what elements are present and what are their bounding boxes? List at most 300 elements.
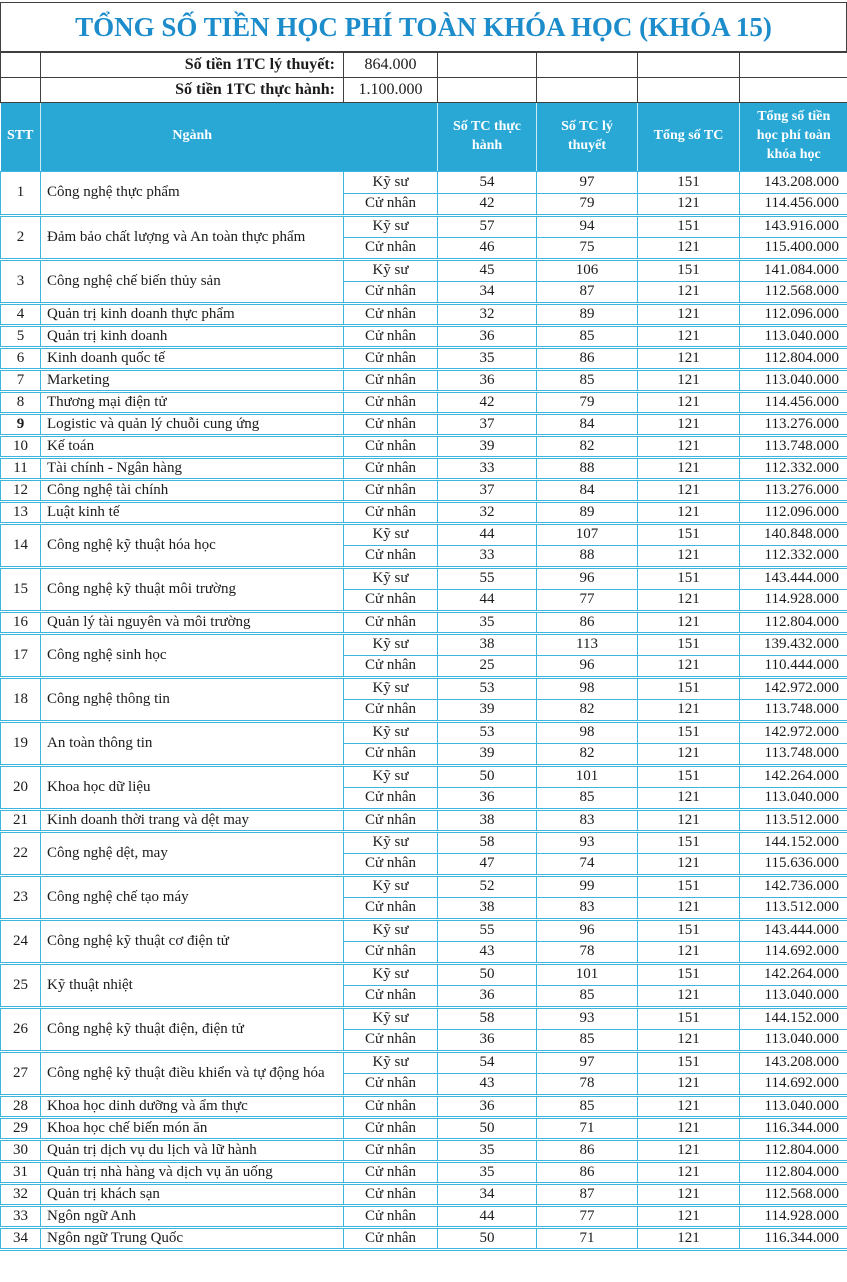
- total-credits-cell: 121: [638, 413, 740, 435]
- major-cell: An toàn thông tin: [41, 721, 344, 765]
- theory-credits-cell: 71: [537, 1227, 638, 1249]
- table-row: [1, 1095, 847, 1117]
- fee-cell: 113.276.000: [740, 413, 847, 435]
- fee-cell: 115.400.000: [740, 237, 847, 259]
- practical-credits-cell: 58: [438, 831, 537, 853]
- fee-cell: 114.692.000: [740, 1073, 847, 1095]
- table-row: [1, 1051, 847, 1073]
- theory-credits-cell: 85: [537, 985, 638, 1007]
- degree-cell: Cử nhân: [344, 1205, 438, 1227]
- total-credits-cell: 121: [638, 303, 740, 325]
- stt-cell: 13: [1, 501, 41, 523]
- theory-credits-cell: 87: [537, 281, 638, 303]
- practical-credits-cell: 37: [438, 413, 537, 435]
- fee-cell: 143.444.000: [740, 567, 847, 589]
- practical-credits-cell: 36: [438, 985, 537, 1007]
- table-row: [1, 567, 847, 589]
- stt-cell: 23: [1, 875, 41, 919]
- practical-credits-cell: 42: [438, 391, 537, 413]
- total-credits-cell: 121: [638, 1029, 740, 1051]
- degree-cell: Cử nhân: [344, 391, 438, 413]
- practical-credits-cell: 53: [438, 677, 537, 699]
- table-row: [1, 809, 847, 831]
- table-row: [1, 479, 847, 501]
- major-cell: Công nghệ chế biến thủy sản: [41, 259, 344, 303]
- theory-credits-cell: 113: [537, 633, 638, 655]
- degree-cell: Cử nhân: [344, 325, 438, 347]
- col-header-degree: [344, 103, 438, 171]
- practical-credits-cell: 44: [438, 523, 537, 545]
- stt-cell: 8: [1, 391, 41, 413]
- tuition-table: [0, 103, 847, 1251]
- empty-cell: [537, 78, 638, 103]
- fee-cell: 113.276.000: [740, 479, 847, 501]
- degree-cell: Cử nhân: [344, 941, 438, 963]
- rate-table: [0, 52, 847, 103]
- practical-credits-cell: 36: [438, 369, 537, 391]
- practical-credits-cell: 36: [438, 325, 537, 347]
- major-cell: Thương mại điện tử: [41, 391, 344, 413]
- stt-cell: 27: [1, 1051, 41, 1095]
- total-credits-cell: 121: [638, 787, 740, 809]
- theory-credits-cell: 96: [537, 567, 638, 589]
- theory-credits-cell: 74: [537, 853, 638, 875]
- col-header-total-credits: Tổng số TC: [638, 103, 740, 171]
- stt-cell: 26: [1, 1007, 41, 1051]
- degree-cell: Cử nhân: [344, 1095, 438, 1117]
- theory-credits-cell: 106: [537, 259, 638, 281]
- practical-credits-cell: 32: [438, 501, 537, 523]
- major-cell: Ngôn ngữ Trung Quốc: [41, 1227, 344, 1249]
- stt-cell: 11: [1, 457, 41, 479]
- degree-cell: Kỹ sư: [344, 919, 438, 941]
- major-cell: Công nghệ chế tạo máy: [41, 875, 344, 919]
- total-credits-cell: 151: [638, 523, 740, 545]
- stt-cell: 25: [1, 963, 41, 1007]
- fee-cell: 114.456.000: [740, 193, 847, 215]
- total-credits-cell: 121: [638, 611, 740, 633]
- table-row: [1, 721, 847, 743]
- degree-cell: Kỹ sư: [344, 677, 438, 699]
- empty-cell: [638, 78, 740, 103]
- table-row: [1, 457, 847, 479]
- degree-cell: Cử nhân: [344, 589, 438, 611]
- practical-credits-cell: 50: [438, 963, 537, 985]
- practical-credits-cell: 53: [438, 721, 537, 743]
- theory-credits-cell: 82: [537, 699, 638, 721]
- fee-cell: 112.568.000: [740, 1183, 847, 1205]
- empty-cell: [1, 53, 41, 78]
- major-cell: Quản trị khách sạn: [41, 1183, 344, 1205]
- total-credits-cell: 121: [638, 479, 740, 501]
- degree-cell: Cử nhân: [344, 985, 438, 1007]
- degree-cell: Kỹ sư: [344, 633, 438, 655]
- degree-cell: Cử nhân: [344, 809, 438, 831]
- practical-credits-cell: 47: [438, 853, 537, 875]
- fee-cell: 142.972.000: [740, 721, 847, 743]
- fee-cell: 141.084.000: [740, 259, 847, 281]
- major-cell: Đảm bảo chất lượng và An toàn thực phẩm: [41, 215, 344, 259]
- table-row: [1, 1205, 847, 1227]
- major-cell: Công nghệ thực phẩm: [41, 171, 344, 215]
- total-credits-cell: 151: [638, 677, 740, 699]
- total-credits-cell: 121: [638, 369, 740, 391]
- fee-cell: 113.040.000: [740, 787, 847, 809]
- theory-credits-cell: 86: [537, 1161, 638, 1183]
- degree-cell: Kỹ sư: [344, 1051, 438, 1073]
- practical-credits-cell: 43: [438, 941, 537, 963]
- practical-credits-cell: 38: [438, 809, 537, 831]
- stt-cell: 14: [1, 523, 41, 567]
- degree-cell: Cử nhân: [344, 853, 438, 875]
- theory-credits-cell: 97: [537, 1051, 638, 1073]
- stt-cell: 15: [1, 567, 41, 611]
- theory-credits-cell: 88: [537, 457, 638, 479]
- fee-cell: 113.040.000: [740, 1095, 847, 1117]
- degree-cell: Cử nhân: [344, 699, 438, 721]
- practical-credits-cell: 57: [438, 215, 537, 237]
- fee-cell: 112.804.000: [740, 1139, 847, 1161]
- total-credits-cell: 121: [638, 1183, 740, 1205]
- major-cell: Công nghệ sinh học: [41, 633, 344, 677]
- rate-label-practical: Số tiền 1TC thực hành:: [41, 78, 344, 103]
- practical-credits-cell: 25: [438, 655, 537, 677]
- practical-credits-cell: 36: [438, 787, 537, 809]
- theory-credits-cell: 79: [537, 391, 638, 413]
- total-credits-cell: 121: [638, 853, 740, 875]
- practical-credits-cell: 36: [438, 1029, 537, 1051]
- major-cell: Công nghệ kỹ thuật hóa học: [41, 523, 344, 567]
- major-cell: Công nghệ kỹ thuật cơ điện tử: [41, 919, 344, 963]
- degree-cell: Cử nhân: [344, 435, 438, 457]
- practical-credits-cell: 42: [438, 193, 537, 215]
- theory-credits-cell: 83: [537, 897, 638, 919]
- theory-credits-cell: 96: [537, 655, 638, 677]
- fee-cell: 110.444.000: [740, 655, 847, 677]
- total-credits-cell: 121: [638, 985, 740, 1007]
- major-cell: Công nghệ kỹ thuật môi trường: [41, 567, 344, 611]
- theory-credits-cell: 93: [537, 831, 638, 853]
- total-credits-cell: 151: [638, 1007, 740, 1029]
- degree-cell: Kỹ sư: [344, 259, 438, 281]
- total-credits-cell: 121: [638, 1073, 740, 1095]
- stt-cell: 2: [1, 215, 41, 259]
- fee-cell: 116.344.000: [740, 1117, 847, 1139]
- major-cell: Kinh doanh quốc tế: [41, 347, 344, 369]
- total-credits-cell: 151: [638, 721, 740, 743]
- total-credits-cell: 121: [638, 281, 740, 303]
- major-cell: Kinh doanh thời trang và dệt may: [41, 809, 344, 831]
- degree-cell: Kỹ sư: [344, 171, 438, 193]
- degree-cell: Cử nhân: [344, 1073, 438, 1095]
- practical-credits-cell: 50: [438, 1117, 537, 1139]
- table-row: [1, 1183, 847, 1205]
- theory-credits-cell: 85: [537, 1029, 638, 1051]
- fee-cell: 140.848.000: [740, 523, 847, 545]
- stt-cell: 16: [1, 611, 41, 633]
- major-cell: Quản trị dịch vụ du lịch và lữ hành: [41, 1139, 344, 1161]
- table-row: [1, 435, 847, 457]
- page-title: TỔNG SỐ TIỀN HỌC PHÍ TOÀN KHÓA HỌC (KHÓA 15): [0, 2, 847, 52]
- fee-cell: 112.096.000: [740, 501, 847, 523]
- fee-cell: 143.208.000: [740, 171, 847, 193]
- total-credits-cell: 151: [638, 567, 740, 589]
- stt-cell: 29: [1, 1117, 41, 1139]
- empty-cell: [1, 78, 41, 103]
- fee-cell: 114.928.000: [740, 589, 847, 611]
- degree-cell: Cử nhân: [344, 303, 438, 325]
- major-cell: Marketing: [41, 369, 344, 391]
- theory-credits-cell: 85: [537, 1095, 638, 1117]
- theory-credits-cell: 82: [537, 743, 638, 765]
- total-credits-cell: 151: [638, 633, 740, 655]
- theory-credits-cell: 78: [537, 941, 638, 963]
- degree-cell: Cử nhân: [344, 1139, 438, 1161]
- total-credits-cell: 121: [638, 941, 740, 963]
- table-row: [1, 765, 847, 787]
- table-row: [1, 1139, 847, 1161]
- table-row: [1, 963, 847, 985]
- fee-cell: 113.512.000: [740, 897, 847, 919]
- practical-credits-cell: 33: [438, 545, 537, 567]
- theory-credits-cell: 93: [537, 1007, 638, 1029]
- fee-cell: 114.928.000: [740, 1205, 847, 1227]
- theory-credits-cell: 99: [537, 875, 638, 897]
- total-credits-cell: 121: [638, 655, 740, 677]
- theory-credits-cell: 98: [537, 721, 638, 743]
- col-header-theory-credits: Số TC lý thuyết: [537, 103, 638, 171]
- practical-credits-cell: 32: [438, 303, 537, 325]
- empty-cell: [537, 53, 638, 78]
- fee-cell: 113.748.000: [740, 435, 847, 457]
- fee-cell: 112.096.000: [740, 303, 847, 325]
- table-row: [1, 171, 847, 193]
- practical-credits-cell: 58: [438, 1007, 537, 1029]
- theory-credits-cell: 98: [537, 677, 638, 699]
- table-row: [1, 523, 847, 545]
- degree-cell: Cử nhân: [344, 1029, 438, 1051]
- theory-credits-cell: 86: [537, 347, 638, 369]
- empty-cell: [740, 78, 847, 103]
- total-credits-cell: 151: [638, 171, 740, 193]
- total-credits-cell: 121: [638, 897, 740, 919]
- practical-credits-cell: 34: [438, 281, 537, 303]
- stt-cell: 10: [1, 435, 41, 457]
- practical-credits-cell: 35: [438, 611, 537, 633]
- theory-credits-cell: 85: [537, 369, 638, 391]
- rate-row-theory: [1, 53, 847, 78]
- practical-credits-cell: 55: [438, 919, 537, 941]
- col-header-practical-credits: Số TC thực hành: [438, 103, 537, 171]
- fee-cell: 115.636.000: [740, 853, 847, 875]
- degree-cell: Cử nhân: [344, 1183, 438, 1205]
- major-cell: Luật kinh tế: [41, 501, 344, 523]
- stt-cell: 5: [1, 325, 41, 347]
- degree-cell: Kỹ sư: [344, 523, 438, 545]
- empty-cell: [438, 78, 537, 103]
- fee-cell: 143.208.000: [740, 1051, 847, 1073]
- table-row: [1, 875, 847, 897]
- practical-credits-cell: 34: [438, 1183, 537, 1205]
- practical-credits-cell: 35: [438, 1139, 537, 1161]
- rate-label-theory: Số tiền 1TC lý thuyết:: [41, 53, 344, 78]
- table-row: [1, 413, 847, 435]
- stt-cell: 28: [1, 1095, 41, 1117]
- degree-cell: Kỹ sư: [344, 721, 438, 743]
- major-cell: Công nghệ kỹ thuật điện, điện tử: [41, 1007, 344, 1051]
- table-row: [1, 919, 847, 941]
- theory-credits-cell: 77: [537, 589, 638, 611]
- stt-cell: 34: [1, 1227, 41, 1249]
- degree-cell: Cử nhân: [344, 347, 438, 369]
- total-credits-cell: 121: [638, 1227, 740, 1249]
- practical-credits-cell: 38: [438, 897, 537, 919]
- fee-cell: 113.512.000: [740, 809, 847, 831]
- fee-cell: 112.804.000: [740, 347, 847, 369]
- fee-cell: 112.568.000: [740, 281, 847, 303]
- practical-credits-cell: 37: [438, 479, 537, 501]
- total-credits-cell: 121: [638, 325, 740, 347]
- table-row: [1, 325, 847, 347]
- major-cell: Công nghệ kỹ thuật điều khiển và tự động hóa: [41, 1051, 344, 1095]
- theory-credits-cell: 77: [537, 1205, 638, 1227]
- degree-cell: Kỹ sư: [344, 963, 438, 985]
- practical-credits-cell: 50: [438, 1227, 537, 1249]
- degree-cell: Kỹ sư: [344, 875, 438, 897]
- theory-credits-cell: 89: [537, 501, 638, 523]
- total-credits-cell: 121: [638, 1139, 740, 1161]
- fee-cell: 144.152.000: [740, 1007, 847, 1029]
- degree-cell: Kỹ sư: [344, 567, 438, 589]
- degree-cell: Cử nhân: [344, 1161, 438, 1183]
- degree-cell: Kỹ sư: [344, 215, 438, 237]
- degree-cell: Kỹ sư: [344, 765, 438, 787]
- total-credits-cell: 121: [638, 237, 740, 259]
- degree-cell: Cử nhân: [344, 787, 438, 809]
- col-header-total-fee: Tổng số tiền học phí toàn khóa học: [740, 103, 847, 171]
- rate-value-practical: 1.100.000: [344, 78, 438, 103]
- table-row: [1, 391, 847, 413]
- practical-credits-cell: 46: [438, 237, 537, 259]
- total-credits-cell: 151: [638, 831, 740, 853]
- theory-credits-cell: 75: [537, 237, 638, 259]
- degree-cell: Cử nhân: [344, 545, 438, 567]
- table-body: [1, 171, 847, 1249]
- major-cell: Quản trị kinh doanh: [41, 325, 344, 347]
- theory-credits-cell: 87: [537, 1183, 638, 1205]
- fee-cell: 139.432.000: [740, 633, 847, 655]
- fee-cell: 112.332.000: [740, 457, 847, 479]
- stt-cell: 21: [1, 809, 41, 831]
- stt-cell: 9: [1, 413, 41, 435]
- total-credits-cell: 121: [638, 809, 740, 831]
- major-cell: Quản lý tài nguyên và môi trường: [41, 611, 344, 633]
- fee-cell: 113.040.000: [740, 369, 847, 391]
- table-row: [1, 1007, 847, 1029]
- degree-cell: Cử nhân: [344, 743, 438, 765]
- major-cell: Khoa học dữ liệu: [41, 765, 344, 809]
- table-header-row: [1, 103, 847, 171]
- theory-credits-cell: 94: [537, 215, 638, 237]
- fee-cell: 142.736.000: [740, 875, 847, 897]
- table-row: [1, 501, 847, 523]
- stt-cell: 6: [1, 347, 41, 369]
- fee-cell: 113.040.000: [740, 1029, 847, 1051]
- practical-credits-cell: 33: [438, 457, 537, 479]
- practical-credits-cell: 50: [438, 765, 537, 787]
- theory-credits-cell: 89: [537, 303, 638, 325]
- major-cell: Tài chính - Ngân hàng: [41, 457, 344, 479]
- degree-cell: Cử nhân: [344, 413, 438, 435]
- theory-credits-cell: 88: [537, 545, 638, 567]
- major-cell: Logistic và quản lý chuỗi cung ứng: [41, 413, 344, 435]
- practical-credits-cell: 45: [438, 259, 537, 281]
- empty-cell: [638, 53, 740, 78]
- major-cell: Khoa học chế biến món ăn: [41, 1117, 344, 1139]
- major-cell: Ngôn ngữ Anh: [41, 1205, 344, 1227]
- practical-credits-cell: 44: [438, 589, 537, 611]
- empty-cell: [438, 53, 537, 78]
- degree-cell: Cử nhân: [344, 237, 438, 259]
- degree-cell: Cử nhân: [344, 281, 438, 303]
- practical-credits-cell: 52: [438, 875, 537, 897]
- theory-credits-cell: 79: [537, 193, 638, 215]
- total-credits-cell: 121: [638, 435, 740, 457]
- practical-credits-cell: 54: [438, 1051, 537, 1073]
- fee-cell: 112.332.000: [740, 545, 847, 567]
- total-credits-cell: 151: [638, 215, 740, 237]
- table-row: [1, 677, 847, 699]
- stt-cell: 30: [1, 1139, 41, 1161]
- degree-cell: Cử nhân: [344, 457, 438, 479]
- theory-credits-cell: 97: [537, 171, 638, 193]
- table-row: [1, 611, 847, 633]
- col-header-major: Ngành: [41, 103, 344, 171]
- theory-credits-cell: 107: [537, 523, 638, 545]
- table-row: [1, 215, 847, 237]
- total-credits-cell: 151: [638, 875, 740, 897]
- theory-credits-cell: 96: [537, 919, 638, 941]
- stt-cell: 31: [1, 1161, 41, 1183]
- practical-credits-cell: 35: [438, 347, 537, 369]
- table-row: [1, 831, 847, 853]
- total-credits-cell: 121: [638, 589, 740, 611]
- total-credits-cell: 121: [638, 699, 740, 721]
- theory-credits-cell: 84: [537, 413, 638, 435]
- fee-cell: 113.040.000: [740, 985, 847, 1007]
- theory-credits-cell: 86: [537, 1139, 638, 1161]
- total-credits-cell: 121: [638, 347, 740, 369]
- practical-credits-cell: 55: [438, 567, 537, 589]
- empty-cell: [740, 53, 847, 78]
- major-cell: Kế toán: [41, 435, 344, 457]
- table-row: [1, 347, 847, 369]
- practical-credits-cell: 54: [438, 171, 537, 193]
- total-credits-cell: 151: [638, 765, 740, 787]
- fee-cell: 112.804.000: [740, 611, 847, 633]
- stt-cell: 20: [1, 765, 41, 809]
- practical-credits-cell: 44: [438, 1205, 537, 1227]
- fee-cell: 113.040.000: [740, 325, 847, 347]
- stt-cell: 17: [1, 633, 41, 677]
- fee-cell: 112.804.000: [740, 1161, 847, 1183]
- total-credits-cell: 151: [638, 1051, 740, 1073]
- total-credits-cell: 121: [638, 193, 740, 215]
- practical-credits-cell: 36: [438, 1095, 537, 1117]
- practical-credits-cell: 39: [438, 435, 537, 457]
- fee-cell: 144.152.000: [740, 831, 847, 853]
- table-row: [1, 259, 847, 281]
